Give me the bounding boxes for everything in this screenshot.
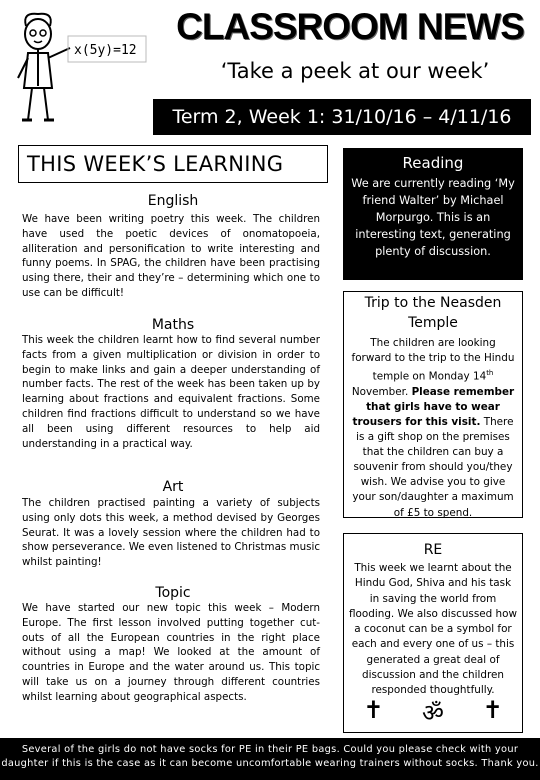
maths-body: This week the children learnt how to find several number facts from a given multiplication or division in order to begin to make links and gain a deeper understanding of number facts. The rest of the week has been taken up by learning about fractions and equivalent fractions. Some children find fractions difficult to understand so we have all been using different resources to help aid understanding in a practical way. xyxy=(22,334,320,450)
maths-title: Maths xyxy=(151,317,195,333)
cross-icon: ✝ xyxy=(363,696,384,724)
english-body: We have been writing poetry this week. The children have used the poetic devices of onomatopoeia, alliteration and personification to write interesting and funny poems. In SPAG, the children have been practising using there, their and they’re – determining which one to use can be difficult! xyxy=(22,213,320,299)
re-body: This week we learnt about the Hindu God, Shiva and his task in saving the world from flooding. We also discussed how a coconut can be a symbol for each and every one of us – this generated a great deal of discussion and the children responded thoughtfully. xyxy=(349,562,517,697)
topic-body: We have started our new topic this week – Modern Europe. The first lesson involved putting together cut-outs of all the European countries in the right place without using a map! We looked at the amount of countries in Europe and the water around us. This topic will take us on a journey through different countries whilst learning about geographical aspects. xyxy=(22,602,320,703)
newsletter-title: CLASSROOM NEWS xyxy=(176,6,524,47)
term-banner: Term 2, Week 1: 31/10/16 – 4/11/16 xyxy=(153,99,531,135)
topic-title: Topic xyxy=(155,585,191,601)
art-title: Art xyxy=(162,479,184,495)
trip-box xyxy=(343,291,523,518)
trip-body-part1: The children are looking forward to the trip to the Hindu temple on Monday 14 xyxy=(351,337,515,383)
art-body: The children practised painting a variety of subjects using only dots this week, a method devised by Georges Seurat. It was a lovely session where the children had to show perseverance. We even listened to Christmas music whilst painting! xyxy=(22,497,320,569)
reading-title: Reading xyxy=(402,154,464,172)
religious-symbols xyxy=(344,696,522,729)
clipart-formula: x(5y)=12 xyxy=(74,43,137,58)
re-box xyxy=(343,533,523,733)
learning-heading: THIS WEEK’S LEARNING xyxy=(18,145,328,183)
trip-reminder: Please remember that girls have to wear trousers for this visit. xyxy=(352,385,515,428)
english-title: English xyxy=(147,193,199,209)
trip-body xyxy=(344,333,522,521)
reading-body: We are currently reading ‘My friend Walter’ by Michael Morpurgo. This is an interesting text, generating plenty of discussion. xyxy=(351,177,515,258)
teacher-clipart xyxy=(8,8,148,130)
newsletter-subtitle: ‘Take a peek at our week’ xyxy=(220,59,490,83)
reading-box xyxy=(343,148,523,280)
re-title: RE xyxy=(423,542,443,558)
trip-body-part3: There is a gift shop on the premises that the children can buy a souvenir from should you/they wish. We advise you to give your son/daughter a maximum of £5 to spend. xyxy=(352,415,514,519)
trip-sup: th xyxy=(486,369,494,378)
om-icon: ॐ xyxy=(422,699,444,727)
trip-title: Trip to the Neasden Temple xyxy=(364,295,502,331)
cross-icon: ✝ xyxy=(482,696,503,724)
footer-notice: Several of the girls do not have socks for PE in their PE bags. Could you please check with your daughter if this is the case as it can become uncomfortable wearing trainers without socks. Thank you. xyxy=(0,738,540,780)
trip-body-part2: November. xyxy=(351,385,412,398)
